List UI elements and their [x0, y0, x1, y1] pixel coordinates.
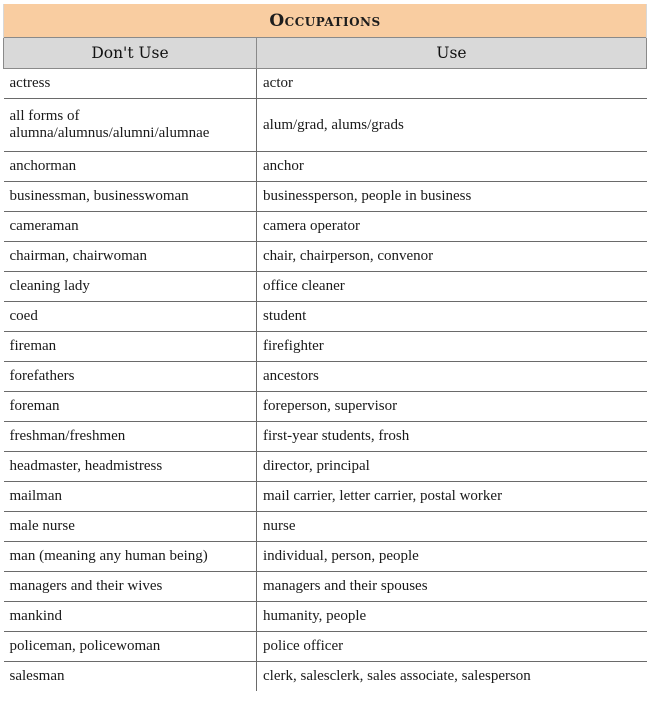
table-row [4, 482, 647, 512]
use-cell: humanity, people [257, 602, 647, 632]
dont-use-cell: male nurse [4, 512, 257, 542]
dont-use-cell: managers and their wives [4, 572, 257, 602]
occupations-table [3, 4, 647, 691]
dont-use-cell: freshman/freshmen [4, 422, 257, 452]
use-cell: nurse [257, 512, 647, 542]
table-title-row [4, 4, 647, 38]
use-cell: actor [257, 69, 647, 99]
table-row [4, 572, 647, 602]
dont-use-cell: coed [4, 302, 257, 332]
dont-use-cell: all forms of alumna/alumnus/alumni/alumnae [4, 99, 257, 152]
use-cell: managers and their spouses [257, 572, 647, 602]
use-cell: mail carrier, letter carrier, postal worker [257, 482, 647, 512]
column-header-dont-use: Don't Use [4, 38, 257, 69]
table-row [4, 512, 647, 542]
dont-use-cell: cleaning lady [4, 272, 257, 302]
table-row [4, 422, 647, 452]
dont-use-cell: businessman, businesswoman [4, 182, 257, 212]
table-row [4, 332, 647, 362]
table-row [4, 69, 647, 99]
use-cell: chair, chairperson, convenor [257, 242, 647, 272]
table-row [4, 602, 647, 632]
table-row [4, 212, 647, 242]
table-row [4, 542, 647, 572]
use-cell: first-year students, frosh [257, 422, 647, 452]
use-cell: ancestors [257, 362, 647, 392]
dont-use-cell: mankind [4, 602, 257, 632]
dont-use-cell: man (meaning any human being) [4, 542, 257, 572]
table-title: Occupations [4, 4, 647, 38]
use-cell: office cleaner [257, 272, 647, 302]
dont-use-cell: salesman [4, 662, 257, 692]
use-cell: clerk, salesclerk, sales associate, salesperson [263, 668, 531, 684]
table-row [4, 99, 647, 152]
dont-use-cell: headmaster, headmistress [4, 452, 257, 482]
dont-use-cell: anchorman [4, 152, 257, 182]
table-row [4, 182, 647, 212]
table-row [4, 632, 647, 662]
use-cell: anchor [257, 152, 647, 182]
dont-use-cell: chairman, chairwoman [4, 242, 257, 272]
use-cell: foreperson, supervisor [257, 392, 647, 422]
table-body [4, 69, 647, 692]
table-row [4, 152, 647, 182]
table-row [4, 242, 647, 272]
dont-use-cell: forefathers [4, 362, 257, 392]
table-row [4, 272, 647, 302]
use-cell: alum/grad, alums/grads [257, 99, 647, 152]
dont-use-cell: mailman [4, 482, 257, 512]
use-cell: businessperson, people in business [257, 182, 647, 212]
table-row [4, 662, 647, 692]
use-cell: individual, person, people [257, 542, 647, 572]
use-cell: camera operator [257, 212, 647, 242]
use-cell: police officer [257, 632, 647, 662]
table-row [4, 362, 647, 392]
dont-use-cell: foreman [4, 392, 257, 422]
dont-use-cell: actress [4, 69, 257, 99]
column-header-row [4, 38, 647, 69]
table-row [4, 452, 647, 482]
table-row [4, 392, 647, 422]
dont-use-cell: policeman, policewoman [4, 632, 257, 662]
table-row [4, 302, 647, 332]
use-cell: director, principal [257, 452, 647, 482]
dont-use-cell: cameraman [4, 212, 257, 242]
dont-use-cell: fireman [4, 332, 257, 362]
use-cell: firefighter [257, 332, 647, 362]
occupations-table-container [3, 4, 646, 691]
use-cell: student [257, 302, 647, 332]
column-header-use: Use [257, 38, 647, 69]
